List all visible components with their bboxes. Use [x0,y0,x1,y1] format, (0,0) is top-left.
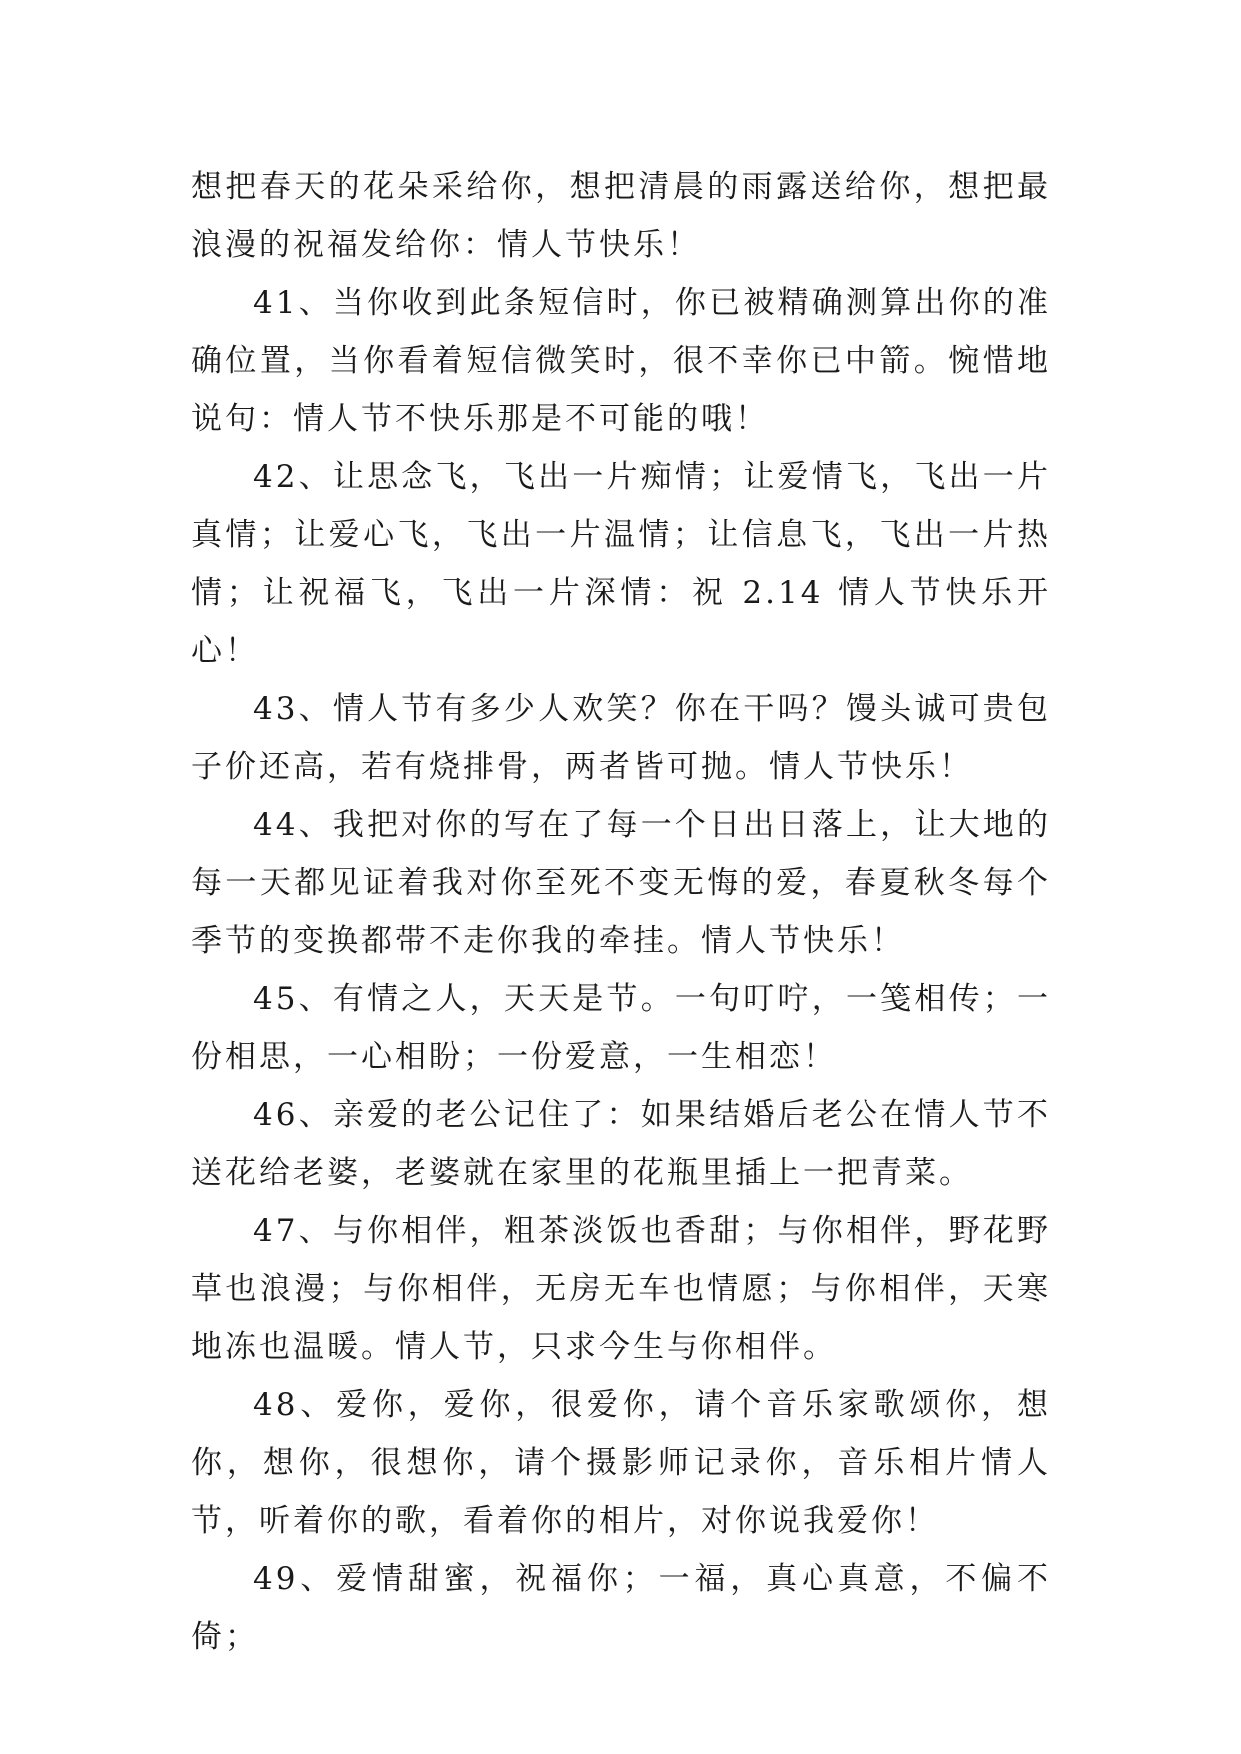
paragraph-45: 45、有情之人，天天是节。一句叮咛，一笺相传；一份相思，一心相盼；一份爱意，一生相恋！ [191,981,1051,1075]
paragraph-46: 46、亲爱的老公记住了：如果结婚后老公在情人节不送花给老婆，老婆就在家里的花瓶里插上一把青菜。 [191,1097,1051,1191]
paragraph-47: 47、与你相伴，粗茶淡饭也香甜；与你相伴，野花野草也浪漫；与你相伴，无房无车也情愿；与你相伴，天寒地冻也温暖。情人节，只求今生与你相伴。 [191,1213,1051,1365]
document-body [191,158,1051,1666]
paragraph-42: 42、让思念飞，飞出一片痴情；让爱情飞，飞出一片真情；让爱心飞，飞出一片温情；让信息飞，飞出一片热情；让祝福飞，飞出一片深情：祝 2.14 情人节快乐开心！ [191,459,1051,669]
paragraph-41: 41、当你收到此条短信时，你已被精确测算出你的准确位置，当你看着短信微笑时，很不幸你已中箭。惋惜地说句：情人节不快乐那是不可能的哦！ [191,285,1051,437]
paragraph-continuation: 想把春天的花朵采给你，想把清晨的雨露送给你，想把最浪漫的祝福发给你：情人节快乐！ [191,169,1051,263]
paragraph-48: 48、爱你，爱你，很爱你，请个音乐家歌颂你，想你，想你，很想你，请个摄影师记录你，音乐相片情人节，听着你的歌，看着你的相片，对你说我爱你！ [191,1387,1051,1539]
paragraph-43: 43、情人节有多少人欢笑？你在干吗？馒头诚可贵包子价还高，若有烧排骨，两者皆可抛。情人节快乐！ [191,691,1051,785]
paragraph-44: 44、我把对你的写在了每一个日出日落上，让大地的每一天都见证着我对你至死不变无悔的爱，春夏秋冬每个季节的变换都带不走你我的牵挂。情人节快乐！ [191,807,1051,959]
paragraph-49: 49、爱情甜蜜，祝福你；一福，真心真意，不偏不倚； [191,1561,1051,1655]
